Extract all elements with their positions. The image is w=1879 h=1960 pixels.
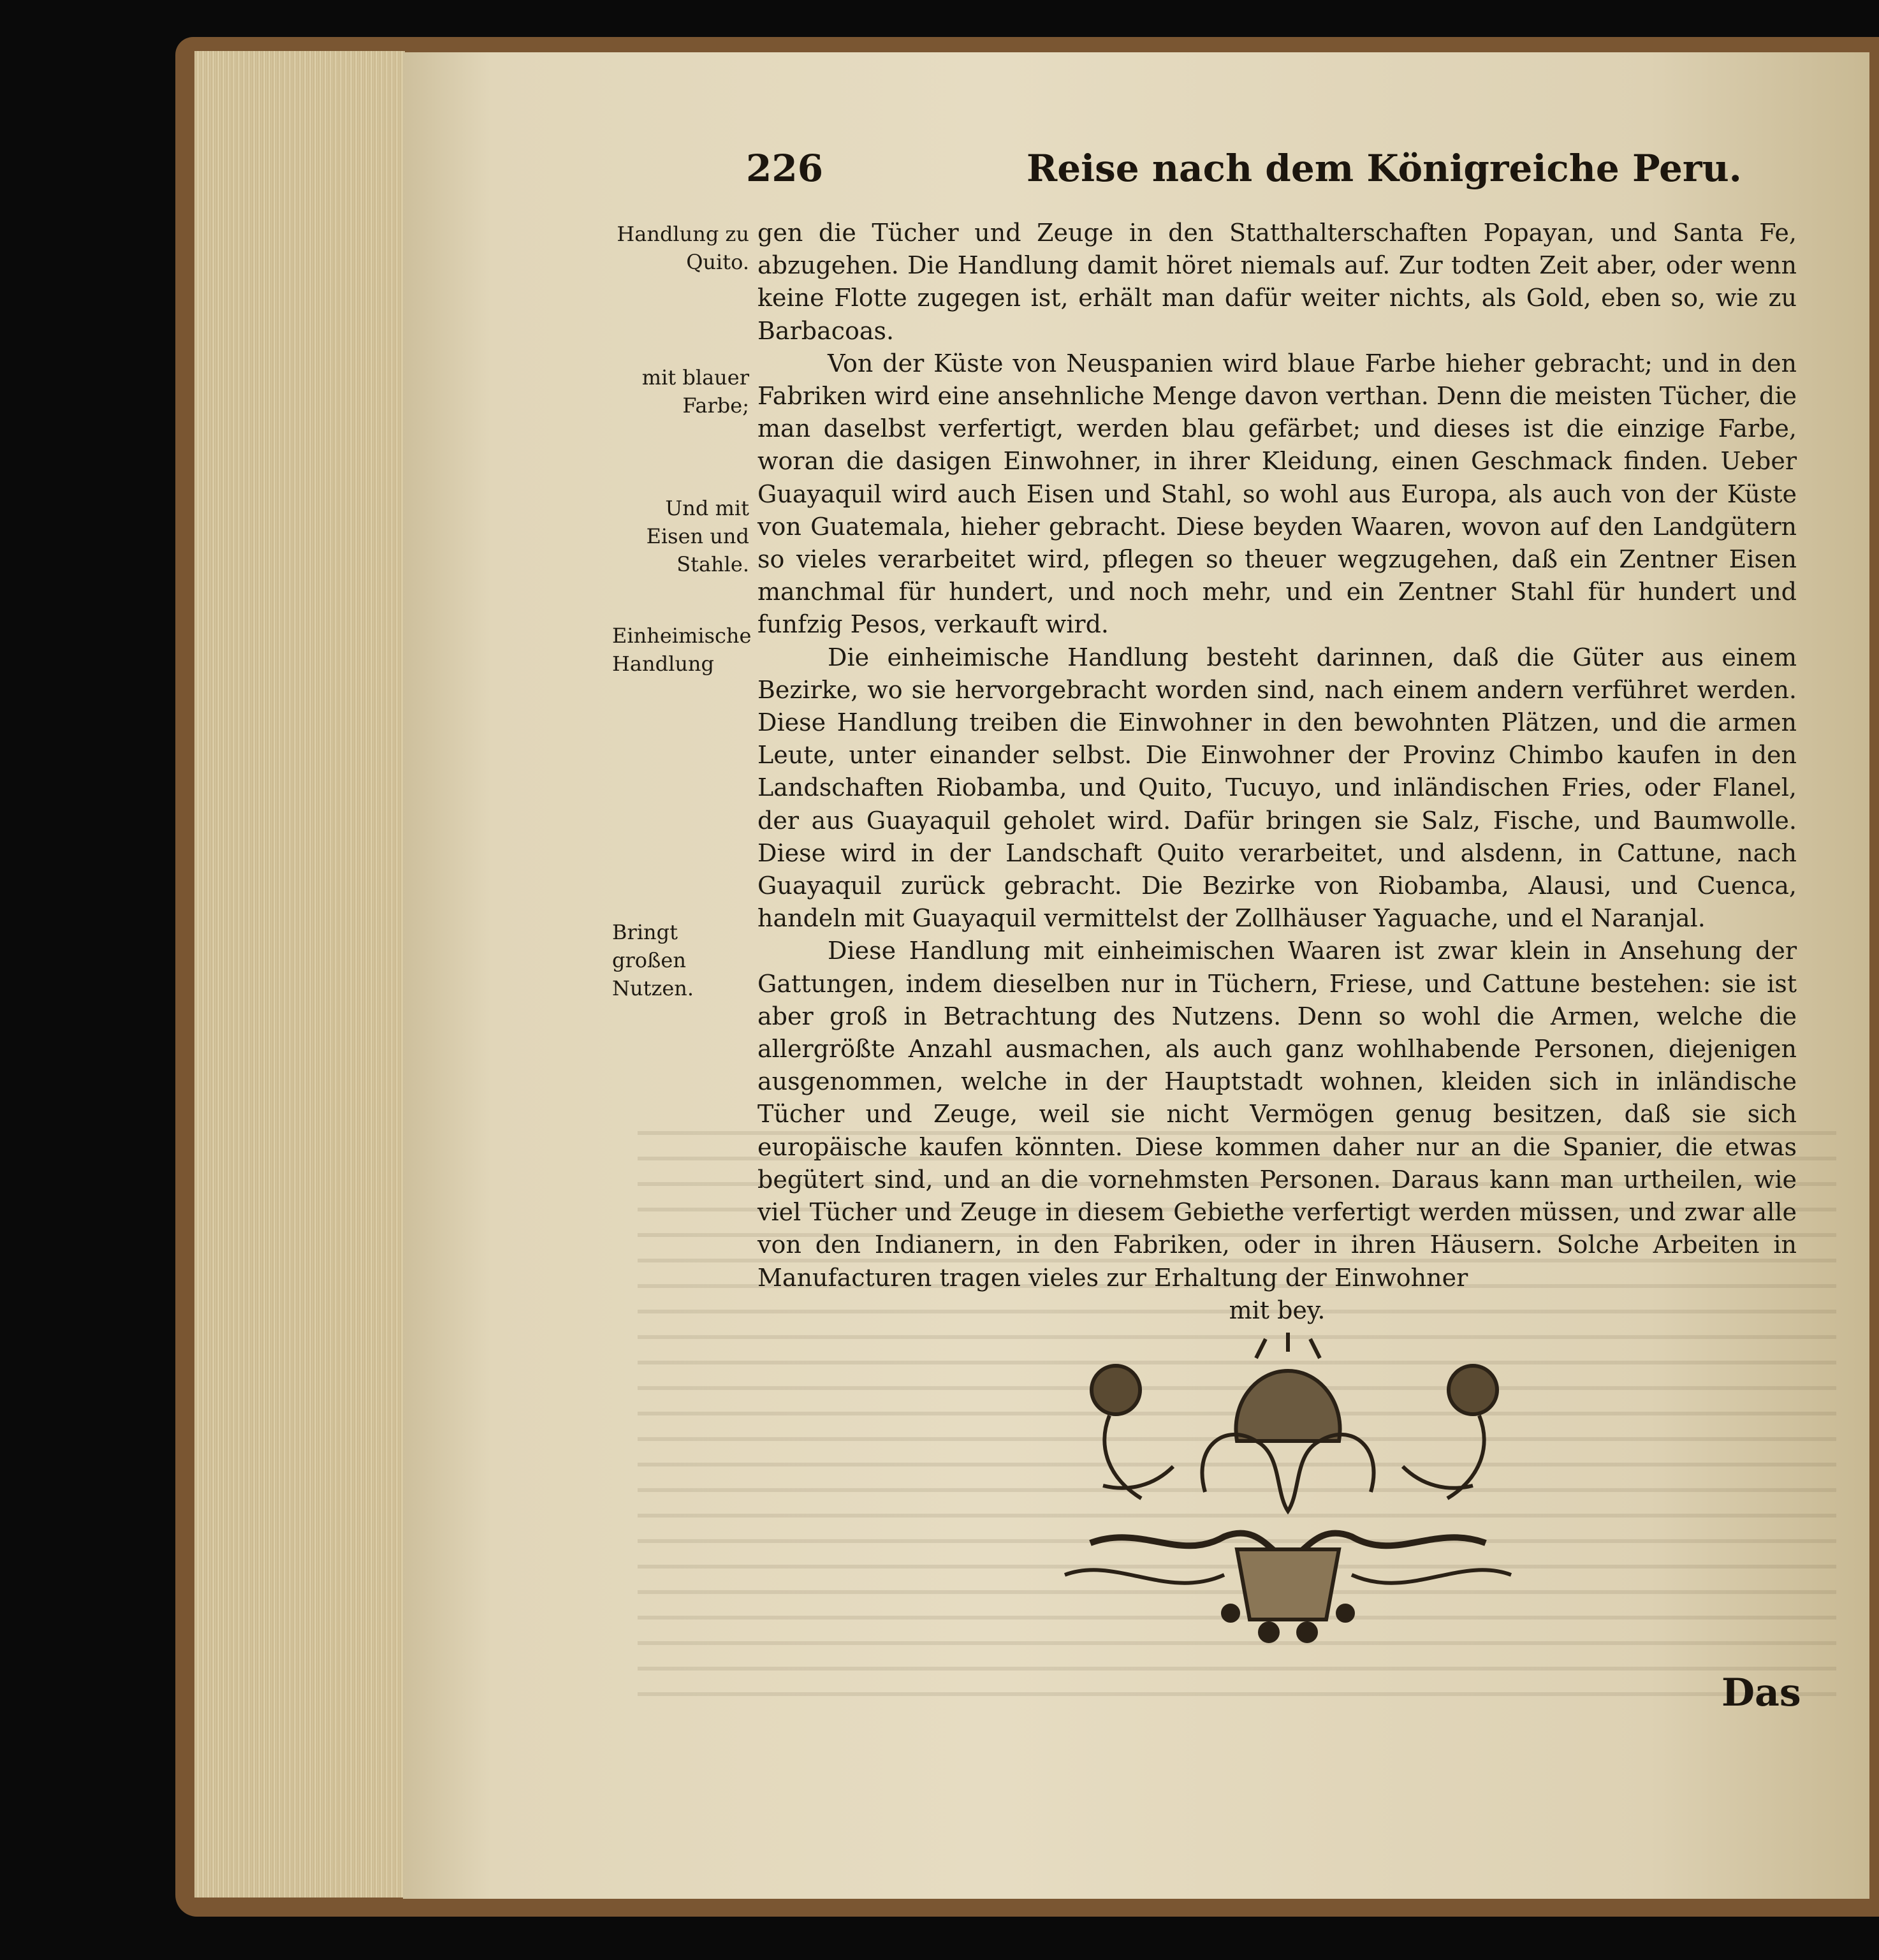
margin-note: Und mit Eisen und Stahle. (646, 496, 749, 576)
margin-note: Handlung zu Quito. (617, 222, 749, 274)
page-header (746, 147, 1804, 204)
running-title: Reise nach dem Königreiche Peru. (1027, 147, 1742, 190)
paragraph: gen die Tücher und Zeuge in den Statthalterschaften Popayan, und Santa Fe, abzugehen. Die Handlung damit höret niemals auf. Zur todten Zeit aber, oder wenn keine Flotte zugegen ist, erhält man dafür weiter nichts, als Gold, eben so, wie zu Barbacoas. (757, 219, 1797, 345)
catchword: Das (1722, 1671, 1801, 1715)
margin-note: Einheimische Handlung (612, 624, 752, 676)
margin-note: mit blauer Farbe; (641, 365, 749, 418)
body-text (757, 217, 1797, 1327)
paragraph: Von der Küste von Neuspanien wird blaue Farbe hieher gebracht; und in den Fabriken wird eine ansehnliche Menge davon verthan. Denn die meisten Tücher, die man daselbst verfertigt, werden blau gefärbet; und dieses ist die einzige Farbe, woran die dasigen Einwohner, in ihrer Kleidung, einen Geschmack finden. Ueber Guayaquil wird auch Eisen und Stahl, so wohl aus Europa, als auch von der Küste von Guatemala, hieher gebracht. Diese beyden Waaren, wovon auf den Landgütern so vieles verarbeitet wird, pflegen so theuer wegzugehen, daß ein Zentner Eisen manchmal für hundert, und noch mehr, und ein Zentner Stahl für hundert und funfzig Pesos, verkauft wird. (757, 349, 1797, 639)
paragraph-end: mit bey. (1229, 1296, 1326, 1324)
page-number: 226 (746, 147, 824, 190)
decorative-vignette (1014, 1333, 1562, 1664)
paragraph: Diese Handlung mit einheimischen Waaren ist zwar klein in Ansehung der Gattungen, indem dieselben nur in Tüchern, Friese, und Cattune bestehen: sie ist aber groß in Betrachtung des Nutzens. Denn so wohl die Armen, welche die allergrößte Anzahl ausmachen, als auch ganz wohlhabende Personen, diejenigen ausgenommen, welche in der Hauptstadt wohnen, kleiden sich in inländische Tücher und Zeuge, weil sie nicht Vermögen genug besitzen, daß sie sich europäische kaufen könnten. Diese kommen daher nur an die Spanier, die etwas begütert sind, und an die vornehmsten Personen. Daraus kann man urtheilen, wie viel Tücher und Zeuge in diesem Gebiethe verfertigt werden müssen, und zwar alle von den Indianern, in den Fabriken, oder in ihren Häusern. Solche Arbeiten in Manufacturen tragen vieles zur Erhaltung der Einwohner (757, 937, 1797, 1292)
margin-note: Bringt großen Nutzen. (612, 920, 694, 1000)
paragraph: Die einheimische Handlung besteht darinnen, daß die Güter aus einem Bezirke, wo sie hervorgebracht worden sind, nach einem andern verführet werden. Diese Handlung treiben die Einwohner in den bewohnten Plätzen, und die armen Leute, unter einander selbst. Die Einwohner der Provinz Chimbo kaufen in den Landschaften Riobamba, und Quito, Tucuyo, und inländischen Fries, oder Flanel, der aus Guayaquil geholet wird. Dafür bringen sie Salz, Fische, und Baumwolle. Diese wird in der Landschaft Quito verarbeitet, und alsdenn, in Cattune, nach Guayaquil zurück gebracht. Die Bezirke von Riobamba, Alausi, und Cuenca, handeln mit Guayaquil vermittelst der Zollhäuser Yaguache, und el Naranjal. (757, 643, 1797, 933)
page-edges (194, 51, 405, 1898)
